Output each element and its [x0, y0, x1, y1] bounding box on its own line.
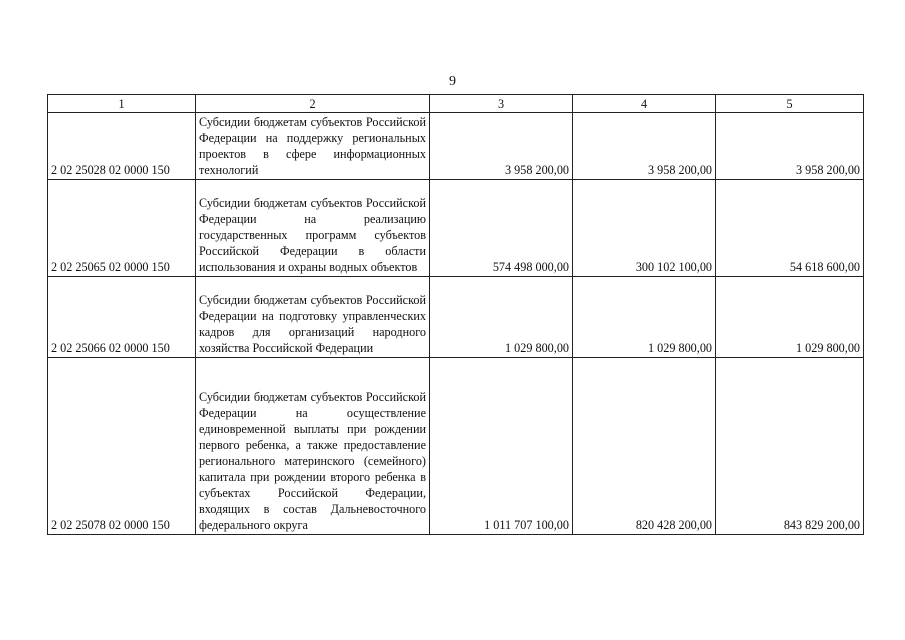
column-header-1: 1 — [48, 95, 196, 113]
amount-col3: 3 958 200,00 — [430, 113, 573, 180]
budget-code: 2 02 25066 02 0000 150 — [48, 277, 196, 358]
amount-col3: 574 498 000,00 — [430, 180, 573, 277]
amount-col5: 54 618 600,00 — [716, 180, 864, 277]
column-header-5: 5 — [716, 95, 864, 113]
table-row — [48, 277, 864, 358]
amount-col5: 1 029 800,00 — [716, 277, 864, 358]
table-header-row — [48, 95, 864, 113]
amount-col3: 1 011 707 100,00 — [430, 358, 573, 535]
column-header-2: 2 — [196, 95, 430, 113]
table-row — [48, 113, 864, 180]
table-row — [48, 358, 864, 535]
budget-table — [47, 94, 864, 535]
amount-col5: 3 958 200,00 — [716, 113, 864, 180]
column-header-4: 4 — [573, 95, 716, 113]
row-description: Субсидии бюджетам субъектов Российской Федерации на реализацию государственных программ субъектов Российской Федерации в области использования и охраны водных объектов — [196, 180, 430, 277]
column-header-3: 3 — [430, 95, 573, 113]
amount-col4: 820 428 200,00 — [573, 358, 716, 535]
row-description: Субсидии бюджетам субъектов Российской Федерации на поддержку региональных проектов в сфере информационных технологий — [196, 113, 430, 180]
amount-col4: 1 029 800,00 — [573, 277, 716, 358]
row-description: Субсидии бюджетам субъектов Российской Федерации на осуществление единовременной выплаты при рождении первого ребенка, а также предоставление регионального материнского (семейного) капитала при рождении второго ребенка в субъектах Российской Федерации, входящих в состав Дальневосточного федерального округа — [196, 358, 430, 535]
budget-code: 2 02 25065 02 0000 150 — [48, 180, 196, 277]
amount-col4: 3 958 200,00 — [573, 113, 716, 180]
amount-col3: 1 029 800,00 — [430, 277, 573, 358]
budget-code: 2 02 25028 02 0000 150 — [48, 113, 196, 180]
row-description: Субсидии бюджетам субъектов Российской Федерации на подготовку управленческих кадров для организаций народного хозяйства Российской Федерации — [196, 277, 430, 358]
table-row — [48, 180, 864, 277]
amount-col4: 300 102 100,00 — [573, 180, 716, 277]
page-number: 9 — [449, 74, 456, 89]
budget-code: 2 02 25078 02 0000 150 — [48, 358, 196, 535]
amount-col5: 843 829 200,00 — [716, 358, 864, 535]
